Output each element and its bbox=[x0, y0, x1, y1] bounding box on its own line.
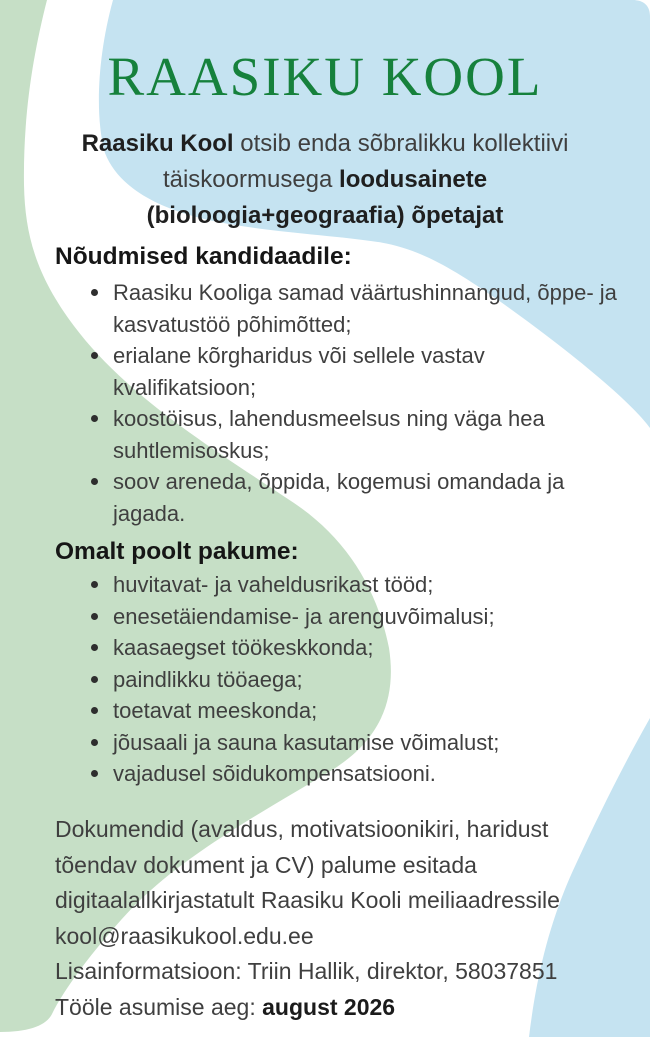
list-item: enesetäiendamise- ja arenguvõimalusi; bbox=[88, 601, 499, 633]
list-item: paindlikku tööaega; bbox=[88, 664, 499, 696]
contact-line: tõendav dokument ja CV) palume esitada bbox=[55, 851, 477, 878]
page-title: RAASIKU KOOL bbox=[107, 46, 543, 107]
contact-info-line: Lisainformatsioon: Triin Hallik, direktor, 58037851 bbox=[55, 958, 558, 984]
contact-line: Dokumendid (avaldus, motivatsioonikiri, haridust bbox=[55, 816, 549, 842]
contact-email: kool@raasikukool.edu.ee bbox=[55, 922, 314, 949]
intro-paragraph bbox=[0, 126, 650, 234]
list-item: koostöisus, lahendusmeelsus ning väga hea suhtlemisoskus; bbox=[88, 403, 617, 466]
list-item: erialane kõrgharidus või sellele vastav kvalifikatsioon; bbox=[88, 340, 617, 403]
intro-line-2: täiskoormusega loodusainete bbox=[162, 166, 488, 193]
list-item: jõusaali ja sauna kasutamise võimalust; bbox=[88, 727, 499, 759]
list-item: kaasaegset töökeskkonda; bbox=[88, 632, 499, 664]
list-item: toetavat meeskonda; bbox=[88, 695, 499, 727]
offers-heading: Omalt poolt pakume: bbox=[55, 538, 299, 565]
requirements-list bbox=[88, 277, 617, 529]
contact-line: digitaalallkirjastatult Raasiku Kooli meiliaadressile bbox=[55, 887, 560, 913]
list-item: vajadusel sõidukompensatsiooni. bbox=[88, 758, 499, 790]
list-item: soov areneda, õppida, kogemusi omandada ja jagada. bbox=[88, 466, 617, 529]
requirements-heading: Nõudmised kandidaadile: bbox=[55, 243, 352, 270]
intro-line-1: Raasiku Kool otsib enda sõbralikku kollektiivi bbox=[81, 130, 569, 157]
contact-paragraph bbox=[55, 812, 560, 1025]
start-date-value: august 2026 bbox=[262, 993, 396, 1020]
intro-line-3: (bioloogia+geograafia) õpetajat bbox=[146, 202, 504, 229]
start-date-line: Tööle asumise aeg: august 2026 bbox=[55, 993, 396, 1020]
list-item: huvitavat- ja vaheldusrikast tööd; bbox=[88, 569, 499, 601]
offers-list bbox=[88, 569, 499, 790]
list-item: Raasiku Kooliga samad väärtushinnangud, õppe- ja kasvatustöö põhimõtted; bbox=[88, 277, 617, 340]
